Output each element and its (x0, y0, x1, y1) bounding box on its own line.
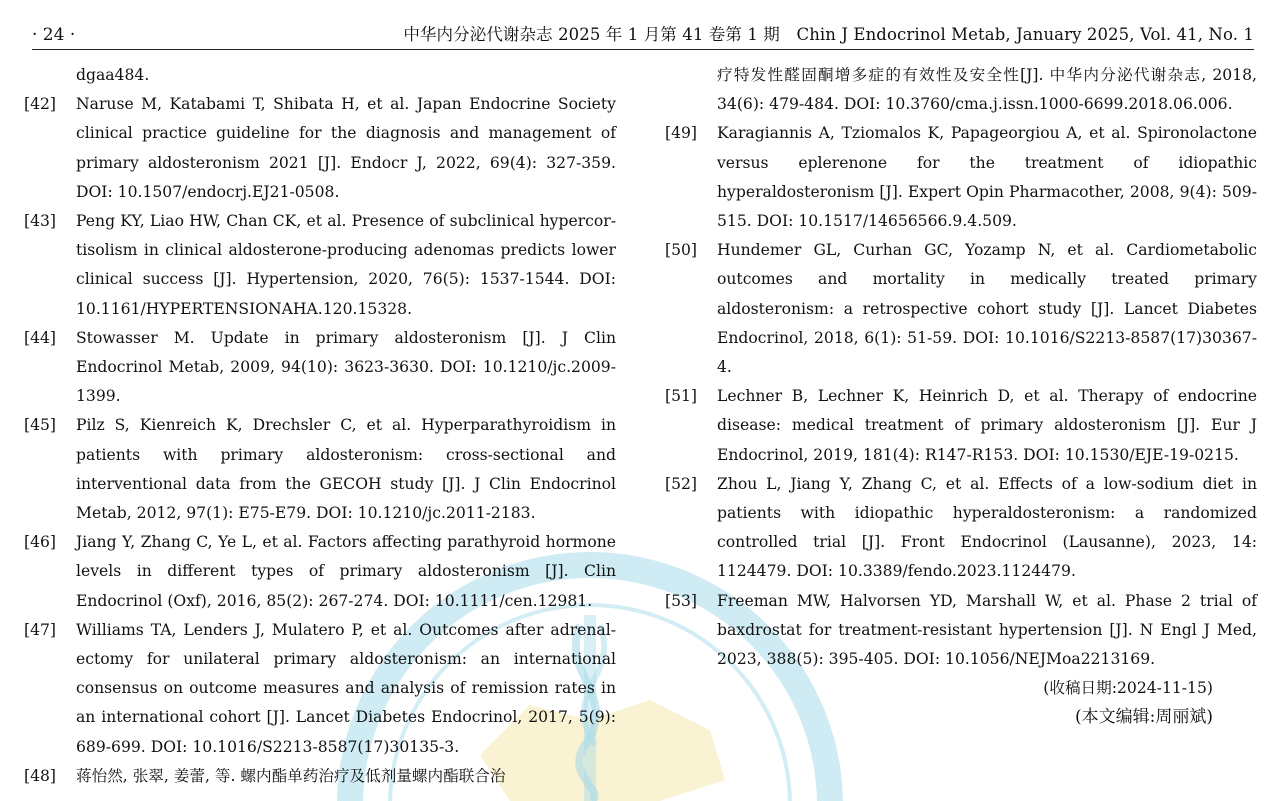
reference-number: [48] (24, 766, 57, 785)
reference-number: [44] (24, 328, 57, 347)
reference-continuation: 疗特发性醛固酮增多症的有效性及安全性[J]. 中华内分泌代谢杂志, 2018, 34(6): 479-484. DOI: 10.3760/cma.j.issn.1000-6699.2018.06.006. (717, 66, 1257, 114)
reference-number: [52] (665, 474, 698, 493)
reference-entry (24, 90, 616, 207)
reference-text: Jiang Y, Zhang C, Ye L, et al. Factors affecting parathyroid hormone levels in different types of primary aldosteronism [J]. Clin Endocrinol (Oxf), 2016, 85(2): 267-274. DOI: 10.1111/cen.12981. (76, 533, 616, 610)
reference-continuation: dgaa484. (76, 66, 150, 84)
reference-text: Peng KY, Liao HW, Chan CK, et al. Presence of subclinical hypercor-tisolism in clinical aldosterone-producing adenomas predicts lower clinical success [J]. Hypertension, 2020, 76(5): 1537-1544. DOI: 10.1161/HYPERTENSIONAHA.120.15328. (76, 212, 616, 318)
journal-running-title: 中华内分泌代谢杂志 2025 年 1 月第 41 卷第 1 期 Chin J Endocrinol Metab, January 2025, Vol. 41, No. 1 (403, 25, 1254, 44)
reference-text: Stowasser M. Update in primary aldosteronism [J]. J Clin Endocrinol Metab, 2009, 94(10): 3623-3630. DOI: 10.1210/jc.2009-1399. (76, 328, 616, 406)
reference-entry (24, 528, 616, 616)
page-header (32, 20, 1254, 50)
reference-entry (665, 382, 1257, 470)
reference-text: Zhou L, Jiang Y, Zhang C, et al. Effects of a low-sodium diet in patients with idiopathic hyperaldosteronism: a randomized controlled trial [J]. Front Endocrinol (Lausanne), 2023, 14: 1124479. DOI: 10.3389/fendo.2023.1124479. (717, 474, 1257, 581)
reference-number: [53] (665, 591, 698, 610)
reference-text: Lechner B, Lechner K, Heinrich D, et al. Therapy of endocrine disease: medical treatment of primary aldosteronism [J]. Eur J Endocrinol, 2019, 181(4): R147-R153. DOI: 10.1530/EJE-19-0215. (717, 387, 1257, 464)
reference-entry (24, 762, 616, 791)
page-number: · 24 · (32, 25, 76, 45)
reference-number: [51] (665, 387, 698, 406)
reference-text: Williams TA, Lenders J, Mulatero P, et al. Outcomes after adrenal-ectomy for unilateral primary aldosteronism: an international consensus on outcome measures and analysis of remission rates in an international cohort [J]. Lancet Diabetes Endocrinol, 2017, 5(9): 689-699. DOI: 10.1016/S2213-8587(17)30135-3. (76, 620, 616, 756)
reference-entry (24, 207, 616, 324)
reference-number: [43] (24, 212, 57, 231)
editor-credit: (本文编辑:周丽斌) (1075, 707, 1213, 728)
reference-entry (665, 119, 1257, 236)
received-date: (收稿日期:2024-11-15) (1043, 679, 1213, 698)
reference-number: [46] (24, 533, 57, 552)
reference-number: [50] (665, 241, 698, 260)
reference-column-right (665, 61, 1257, 733)
reference-entry (24, 324, 616, 412)
reference-column-left (24, 61, 616, 791)
reference-text: 蒋怡然, 张翠, 姜蕾, 等. 螺内酯单药治疗及低剂量螺内酯联合治 (76, 766, 506, 785)
reference-number: [49] (665, 124, 698, 143)
reference-entry (665, 470, 1257, 587)
reference-text: Freeman MW, Halvorsen YD, Marshall W, et al. Phase 2 trial of baxdrostat for treatment-resistant hypertension [J]. N Engl J Med, 2023, 388(5): 395-405. DOI: 10.1056/NEJMoa2213169. (717, 591, 1257, 669)
reference-entry (665, 236, 1257, 382)
reference-entry (24, 411, 616, 528)
reference-text: Hundemer GL, Curhan GC, Yozamp N, et al. Cardiometabolic outcomes and mortality in medically treated primary aldosteronism: a retrospective cohort study [J]. Lancet Diabetes Endocrinol, 2018, 6(1): 51-59. DOI: 10.1016/S2213-8587(17)30367-4. (717, 241, 1257, 377)
reference-number: [45] (24, 416, 57, 435)
reference-entry (665, 587, 1257, 675)
reference-text: Pilz S, Kienreich K, Drechsler C, et al. Hyperparathyroidism in patients with primary aldosteronism: cross-sectional and interventional data from the GECOH study [J]. J Clin Endocrinol Metab, 2012, 97(1): E75-E79. DOI: 10.1210/jc.2011-2183. (76, 416, 616, 523)
reference-number: [42] (24, 95, 57, 114)
reference-number: [47] (24, 620, 57, 639)
reference-text: Naruse M, Katabami T, Shibata H, et al. Japan Endocrine Society clinical practice guideline for the diagnosis and management of primary aldosteronism 2021 [J]. Endocr J, 2022, 69(4): 327-359. DOI: 10.1507/endocrj.EJ21-0508. (76, 95, 616, 201)
reference-text: Karagiannis A, Tziomalos K, Papageorgiou A, et al. Spironolactone versus eplerenone for the treatment of idiopathic hyperaldosteronism [J]. Expert Opin Pharmacother, 2008, 9(4): 509-515. DOI: 10.1517/14656566.9.4.509. (717, 124, 1257, 231)
reference-entry (24, 616, 616, 762)
